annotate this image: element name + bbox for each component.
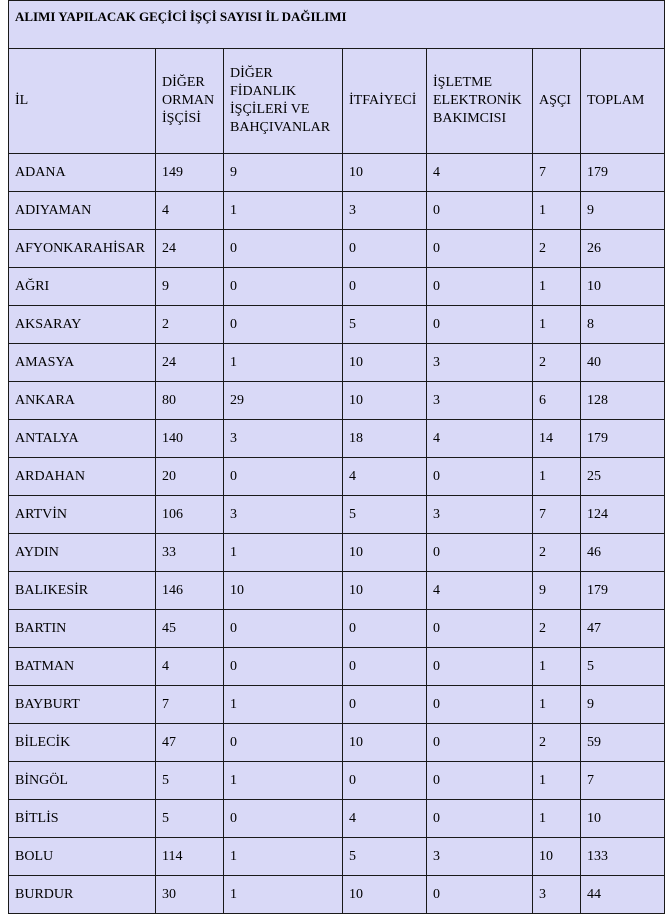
cell-toplam: 128	[581, 382, 665, 420]
table-row	[9, 496, 665, 534]
cell-diger-fidanlik: 0	[224, 268, 343, 306]
cell-diger-fidanlik: 1	[224, 876, 343, 914]
cell-toplam: 25	[581, 458, 665, 496]
cell-toplam: 8	[581, 306, 665, 344]
cell-il: BOLU	[9, 838, 156, 876]
cell-isletme-elektronik-bakimcisi: 4	[427, 154, 533, 192]
table-row	[9, 762, 665, 800]
cell-il: AMASYA	[9, 344, 156, 382]
cell-isletme-elektronik-bakimcisi: 3	[427, 496, 533, 534]
cell-toplam: 10	[581, 800, 665, 838]
cell-diger-fidanlik: 0	[224, 800, 343, 838]
cell-toplam: 5	[581, 648, 665, 686]
table-row	[9, 534, 665, 572]
cell-toplam: 9	[581, 192, 665, 230]
cell-asci: 2	[533, 344, 581, 382]
cell-isletme-elektronik-bakimcisi: 0	[427, 192, 533, 230]
cell-itfaiyeci: 0	[343, 686, 427, 724]
cell-diger-fidanlik: 29	[224, 382, 343, 420]
table-row	[9, 268, 665, 306]
cell-asci: 2	[533, 230, 581, 268]
cell-toplam: 46	[581, 534, 665, 572]
cell-asci: 2	[533, 610, 581, 648]
cell-il: BALIKESİR	[9, 572, 156, 610]
cell-diger-fidanlik: 10	[224, 572, 343, 610]
cell-isletme-elektronik-bakimcisi: 0	[427, 458, 533, 496]
cell-diger-orman-iscisi: 146	[156, 572, 224, 610]
document	[8, 0, 664, 914]
cell-diger-orman-iscisi: 7	[156, 686, 224, 724]
cell-isletme-elektronik-bakimcisi: 3	[427, 838, 533, 876]
cell-itfaiyeci: 4	[343, 800, 427, 838]
cell-itfaiyeci: 0	[343, 230, 427, 268]
cell-itfaiyeci: 5	[343, 496, 427, 534]
table-row	[9, 306, 665, 344]
table-row	[9, 344, 665, 382]
cell-toplam: 124	[581, 496, 665, 534]
cell-diger-fidanlik: 0	[224, 610, 343, 648]
cell-diger-orman-iscisi: 106	[156, 496, 224, 534]
cell-diger-orman-iscisi: 114	[156, 838, 224, 876]
table-row	[9, 382, 665, 420]
cell-asci: 1	[533, 192, 581, 230]
cell-isletme-elektronik-bakimcisi: 0	[427, 534, 533, 572]
cell-toplam: 44	[581, 876, 665, 914]
cell-il: AFYONKARAHİSAR	[9, 230, 156, 268]
header-il: İL	[9, 49, 156, 154]
header-toplam: TOPLAM	[581, 49, 665, 154]
cell-diger-orman-iscisi: 24	[156, 230, 224, 268]
cell-isletme-elektronik-bakimcisi: 3	[427, 382, 533, 420]
cell-isletme-elektronik-bakimcisi: 4	[427, 572, 533, 610]
cell-isletme-elektronik-bakimcisi: 0	[427, 724, 533, 762]
table-row	[9, 876, 665, 914]
cell-diger-orman-iscisi: 80	[156, 382, 224, 420]
cell-il: ADANA	[9, 154, 156, 192]
cell-il: BURDUR	[9, 876, 156, 914]
table-row	[9, 230, 665, 268]
cell-diger-fidanlik: 1	[224, 344, 343, 382]
cell-isletme-elektronik-bakimcisi: 0	[427, 762, 533, 800]
cell-asci: 1	[533, 762, 581, 800]
cell-asci: 1	[533, 686, 581, 724]
table-title: ALIMI YAPILACAK GEÇİCİ İŞÇİ SAYISI İL DAĞILIMI	[9, 1, 665, 49]
cell-asci: 2	[533, 534, 581, 572]
cell-il: AĞRI	[9, 268, 156, 306]
cell-diger-orman-iscisi: 45	[156, 610, 224, 648]
header-row	[9, 49, 665, 154]
cell-il: BARTIN	[9, 610, 156, 648]
cell-asci: 7	[533, 154, 581, 192]
cell-diger-orman-iscisi: 4	[156, 192, 224, 230]
cell-il: AYDIN	[9, 534, 156, 572]
cell-diger-orman-iscisi: 5	[156, 800, 224, 838]
cell-isletme-elektronik-bakimcisi: 0	[427, 268, 533, 306]
cell-itfaiyeci: 10	[343, 876, 427, 914]
cell-diger-fidanlik: 1	[224, 762, 343, 800]
cell-itfaiyeci: 0	[343, 648, 427, 686]
cell-isletme-elektronik-bakimcisi: 0	[427, 686, 533, 724]
cell-asci: 10	[533, 838, 581, 876]
cell-diger-orman-iscisi: 47	[156, 724, 224, 762]
cell-asci: 6	[533, 382, 581, 420]
cell-diger-orman-iscisi: 5	[156, 762, 224, 800]
cell-il: AKSARAY	[9, 306, 156, 344]
cell-isletme-elektronik-bakimcisi: 0	[427, 610, 533, 648]
cell-itfaiyeci: 18	[343, 420, 427, 458]
cell-asci: 2	[533, 724, 581, 762]
header-diger-orman-iscisi: DİĞER ORMAN İŞÇİSİ	[156, 49, 224, 154]
cell-toplam: 133	[581, 838, 665, 876]
header-asci: AŞÇI	[533, 49, 581, 154]
table-row	[9, 648, 665, 686]
cell-diger-orman-iscisi: 149	[156, 154, 224, 192]
cell-il: ANKARA	[9, 382, 156, 420]
cell-itfaiyeci: 0	[343, 762, 427, 800]
cell-itfaiyeci: 0	[343, 610, 427, 648]
cell-diger-orman-iscisi: 33	[156, 534, 224, 572]
title-row	[9, 1, 665, 49]
cell-itfaiyeci: 3	[343, 192, 427, 230]
cell-isletme-elektronik-bakimcisi: 4	[427, 420, 533, 458]
cell-toplam: 179	[581, 572, 665, 610]
cell-itfaiyeci: 10	[343, 534, 427, 572]
cell-diger-fidanlik: 9	[224, 154, 343, 192]
cell-il: ANTALYA	[9, 420, 156, 458]
cell-itfaiyeci: 10	[343, 154, 427, 192]
cell-il: ADIYAMAN	[9, 192, 156, 230]
cell-toplam: 179	[581, 154, 665, 192]
cell-toplam: 59	[581, 724, 665, 762]
table-row	[9, 572, 665, 610]
cell-il: BİLECİK	[9, 724, 156, 762]
table-row	[9, 420, 665, 458]
cell-isletme-elektronik-bakimcisi: 0	[427, 648, 533, 686]
cell-diger-fidanlik: 1	[224, 838, 343, 876]
cell-diger-fidanlik: 0	[224, 648, 343, 686]
table-row	[9, 458, 665, 496]
table-row	[9, 154, 665, 192]
cell-il: BİNGÖL	[9, 762, 156, 800]
cell-toplam: 10	[581, 268, 665, 306]
table-row	[9, 724, 665, 762]
cell-itfaiyeci: 10	[343, 724, 427, 762]
cell-asci: 14	[533, 420, 581, 458]
header-isletme-elektronik-bakimcisi: İŞLETME ELEKTRONİK BAKIMCISI	[427, 49, 533, 154]
cell-itfaiyeci: 5	[343, 306, 427, 344]
cell-il: BATMAN	[9, 648, 156, 686]
cell-itfaiyeci: 10	[343, 572, 427, 610]
cell-diger-fidanlik: 1	[224, 686, 343, 724]
header-itfaiyeci: İTFAİYECİ	[343, 49, 427, 154]
cell-diger-orman-iscisi: 2	[156, 306, 224, 344]
header-diger-fidanlik: DİĞER FİDANLIK İŞÇİLERİ VE BAHÇIVANLAR	[224, 49, 343, 154]
cell-itfaiyeci: 10	[343, 344, 427, 382]
cell-isletme-elektronik-bakimcisi: 0	[427, 306, 533, 344]
cell-diger-fidanlik: 0	[224, 230, 343, 268]
cell-isletme-elektronik-bakimcisi: 3	[427, 344, 533, 382]
cell-diger-orman-iscisi: 20	[156, 458, 224, 496]
cell-toplam: 7	[581, 762, 665, 800]
table-row	[9, 610, 665, 648]
cell-il: BİTLİS	[9, 800, 156, 838]
distribution-table	[8, 0, 665, 914]
cell-asci: 3	[533, 876, 581, 914]
cell-diger-orman-iscisi: 30	[156, 876, 224, 914]
cell-itfaiyeci: 5	[343, 838, 427, 876]
cell-asci: 1	[533, 800, 581, 838]
cell-diger-fidanlik: 0	[224, 458, 343, 496]
cell-toplam: 47	[581, 610, 665, 648]
cell-il: ARDAHAN	[9, 458, 156, 496]
table-row	[9, 838, 665, 876]
cell-asci: 1	[533, 648, 581, 686]
cell-asci: 7	[533, 496, 581, 534]
cell-toplam: 26	[581, 230, 665, 268]
cell-diger-fidanlik: 1	[224, 534, 343, 572]
cell-isletme-elektronik-bakimcisi: 0	[427, 230, 533, 268]
cell-diger-orman-iscisi: 4	[156, 648, 224, 686]
cell-diger-orman-iscisi: 9	[156, 268, 224, 306]
cell-isletme-elektronik-bakimcisi: 0	[427, 800, 533, 838]
cell-il: ARTVİN	[9, 496, 156, 534]
cell-asci: 1	[533, 306, 581, 344]
cell-diger-fidanlik: 0	[224, 306, 343, 344]
cell-itfaiyeci: 10	[343, 382, 427, 420]
table-row	[9, 800, 665, 838]
cell-toplam: 179	[581, 420, 665, 458]
cell-asci: 9	[533, 572, 581, 610]
cell-diger-fidanlik: 3	[224, 496, 343, 534]
cell-il: BAYBURT	[9, 686, 156, 724]
cell-isletme-elektronik-bakimcisi: 0	[427, 876, 533, 914]
table-row	[9, 192, 665, 230]
cell-diger-orman-iscisi: 24	[156, 344, 224, 382]
cell-diger-orman-iscisi: 140	[156, 420, 224, 458]
cell-itfaiyeci: 4	[343, 458, 427, 496]
cell-toplam: 9	[581, 686, 665, 724]
cell-diger-fidanlik: 0	[224, 724, 343, 762]
cell-asci: 1	[533, 268, 581, 306]
cell-diger-fidanlik: 1	[224, 192, 343, 230]
cell-diger-fidanlik: 3	[224, 420, 343, 458]
cell-itfaiyeci: 0	[343, 268, 427, 306]
table-row	[9, 686, 665, 724]
cell-asci: 1	[533, 458, 581, 496]
cell-toplam: 40	[581, 344, 665, 382]
